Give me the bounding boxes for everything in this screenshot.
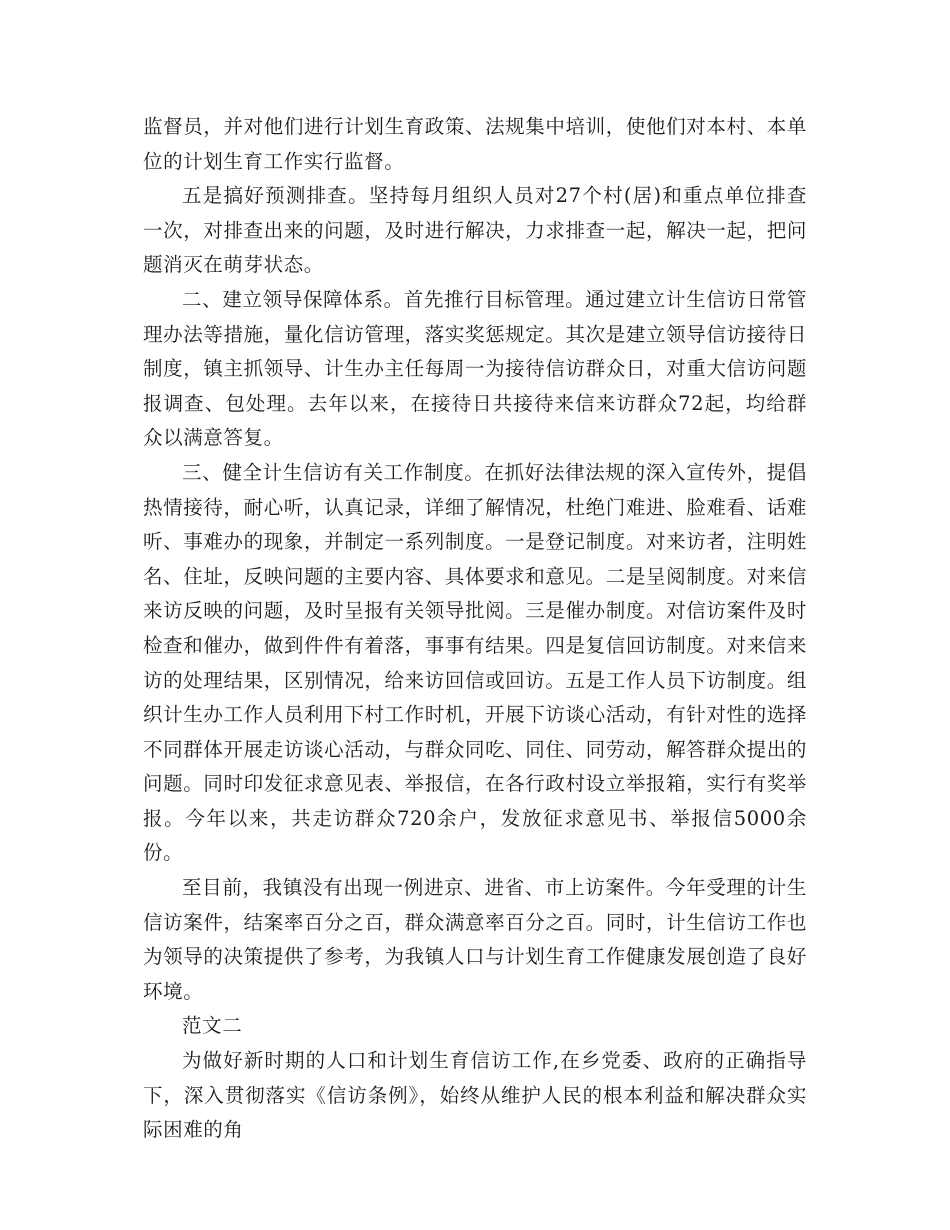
section-heading-sample-two: 范文二 xyxy=(182,1014,243,1038)
paragraph-results: 至目前，我镇没有出现一例进京、进省、市上访案件。今年受理的计生信访案件，结案率百分之百，群众满意率百分之百。同时，计生信访工作也为领导的决策提供了参考，为我镇人口与计划生育工作健康发展创造了良好环境。 xyxy=(143,876,807,1003)
paragraph-forecast-screening: 五是搞好预测排查。坚持每月组织人员对27个村(居)和重点单位排查一次，对排查出来的问题，及时进行解决，力求排查一起，解决一起，把问题消灭在萌芽状态。 xyxy=(143,184,807,277)
paragraph-supervisors: 监督员，并对他们进行计划生育政策、法规集中培训，使他们对本村、本单位的计划生育工作实行监督。 xyxy=(143,115,807,173)
paragraph-sample-two-intro: 为做好新时期的人口和计划生育信访工作,在乡党委、政府的正确指导下，深入贯彻落实《信访条例》，始终从维护人民的根本利益和解决群众实际困难的角 xyxy=(143,1049,807,1142)
paragraph-leadership-system: 二、建立领导保障体系。首先推行目标管理。通过建立计生信访日常管理办法等措施，量化信访管理，落实奖惩规定。其次是建立领导信访接待日制度，镇主抓领导、计生办主任每周一为接待信访群众日，对重大信访问题报调查、包处理。去年以来，在接待日共接待来信来访群众72起，均给群众以满意答复。 xyxy=(143,287,807,450)
paragraph-work-regulations: 三、健全计生信访有关工作制度。在抓好法律法规的深入宣传外，提倡热情接待，耐心听，认真记录，详细了解情况，杜绝门难进、脸难看、话难听、事难办的现象，并制定一系列制度。一是登记制度。对来访者，注明姓名、住址，反映问题的主要内容、具体要求和意见。二是呈阅制度。对来信来访反映的问题，及时呈报有关领导批阅。三是催办制度。对信访案件及时检查和催办，做到件件有着落，事事有结果。四是复信回访制度。对来信来访的处理结果，区别情况，给来访回信或回访。五是工作人员下访制度。组织计生办工作人员利用下村工作时机，开展下访谈心活动，有针对性的选择不同群体开展走访谈心活动，与群众同吃、同住、同劳动，解答群众提出的问题。同时印发征求意见表、举报信，在各行政村设立举报箱，实行有奖举报。今年以来，共走访群众720余户，发放征求意见书、举报信5000余份。 xyxy=(143,460,807,865)
document-body xyxy=(143,110,807,1148)
